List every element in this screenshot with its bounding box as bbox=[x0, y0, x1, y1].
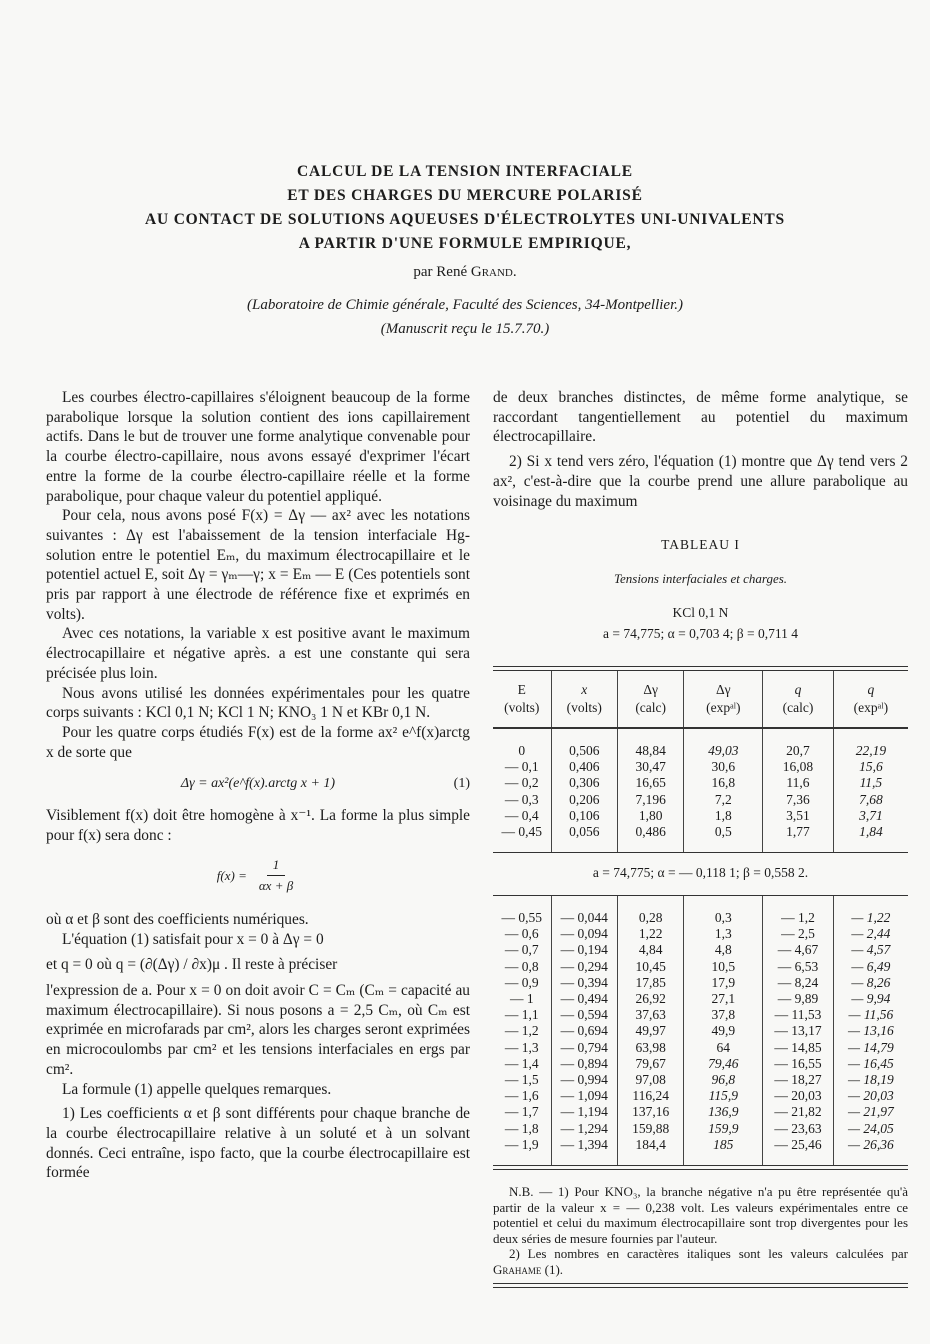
table-cell: 10,5 bbox=[684, 959, 763, 975]
equation-1-body: Δγ = ax²(e^f(x).arctg x + 1) bbox=[180, 776, 336, 792]
paragraph: Pour cela, nous avons posé F(x) = Δγ — ax² avec les notations suivantes : Δγ est l'abaissement de la tension interfaciale Hg-solution entre le potentiel Eₘ, du maximum électrocapillaire et le potentiel actuel E, soit Δγ = γₘ—γ; x = Eₘ — E (Ces potentiels sont pris par rapport à une électrode de référence fixe et exprimés en volts). bbox=[46, 507, 470, 623]
table-params-negative: a = 74,775; α = — 0,118 1; β = 0,558 2. bbox=[592, 865, 809, 881]
table-cell: 7,68 bbox=[833, 792, 908, 808]
column-header bbox=[551, 671, 617, 728]
table-cell: — 1 bbox=[509, 990, 534, 1006]
table-row bbox=[493, 975, 908, 991]
note-2-text: 2) Les nombres en caractères italiques sont les valeurs calculées par bbox=[509, 1246, 908, 1261]
table-row bbox=[493, 942, 908, 958]
table-cell: — 14,85 bbox=[763, 1040, 834, 1056]
table-cell: 0,056 bbox=[551, 824, 617, 852]
table-cell: — 21,97 bbox=[833, 1104, 908, 1120]
table-cell: 16,08 bbox=[763, 759, 834, 775]
table-cell: — 0,094 bbox=[551, 926, 617, 942]
data-table-1 bbox=[493, 671, 908, 852]
table-cell: 26,92 bbox=[617, 991, 683, 1007]
table-cell: — 18,19 bbox=[833, 1072, 908, 1088]
title-line: AU CONTACT DE SOLUTIONS AQUEUSES D'ÉLECTROLYTES UNI-UNIVALENTS bbox=[145, 211, 785, 228]
table-cell: 0,486 bbox=[617, 824, 683, 852]
table-cell: 0 bbox=[518, 743, 526, 759]
table-cell: — 0,2 bbox=[504, 775, 539, 791]
table-cell: — 0,994 bbox=[551, 1072, 617, 1088]
fraction bbox=[253, 855, 299, 895]
note-2 bbox=[493, 1246, 908, 1277]
table-cell: — 20,03 bbox=[833, 1088, 908, 1104]
table-cell: 97,08 bbox=[617, 1072, 683, 1088]
paragraph: Avec ces notations, la variable x est positive avant le maximum électrocapillaire et négative après. a est une constante qui sera précisée plus loin. bbox=[46, 625, 470, 682]
table-cell: — 0,1 bbox=[504, 759, 539, 775]
table-row bbox=[493, 1007, 908, 1023]
column-header-text: (volts) bbox=[566, 700, 602, 716]
table-row bbox=[493, 1121, 908, 1137]
table-cell: — 0,794 bbox=[551, 1040, 617, 1056]
table-cell: 11,6 bbox=[763, 775, 834, 791]
table-cell: — 1,22 bbox=[833, 896, 908, 926]
table-cell: 79,46 bbox=[684, 1056, 763, 1072]
article-header bbox=[0, 160, 930, 341]
table-cell: 4,84 bbox=[617, 942, 683, 958]
title-line: ET DES CHARGES DU MERCURE POLARISÉ bbox=[287, 187, 643, 204]
table-cell: 1,8 bbox=[684, 808, 763, 824]
table-cell: 30,47 bbox=[617, 759, 683, 775]
equation-1-number: (1) bbox=[453, 776, 470, 792]
table-bottom-rule bbox=[493, 1165, 908, 1170]
table-cell: 0,28 bbox=[617, 896, 683, 926]
table-row bbox=[493, 1056, 908, 1072]
table-cell: 22,19 bbox=[833, 728, 908, 759]
table-cell: 49,9 bbox=[684, 1023, 763, 1039]
table-cell: 17,85 bbox=[617, 975, 683, 991]
table-row bbox=[493, 991, 908, 1007]
table-cell: — 0,3 bbox=[504, 791, 539, 807]
paragraph: de deux branches distinctes, de même forme analytique, se raccordant tangentiellement au potentiel du maximum électrocapillaire. bbox=[493, 389, 908, 446]
table-row bbox=[493, 896, 908, 926]
table-cell: 116,24 bbox=[617, 1088, 683, 1104]
table-cell: — 0,4 bbox=[504, 807, 539, 823]
table-cell: — 1,7 bbox=[504, 1104, 539, 1120]
table-solution: KCl 0,1 N bbox=[672, 604, 729, 620]
affiliation bbox=[0, 293, 930, 341]
author-name: Grand. bbox=[470, 264, 517, 280]
column-header-text: (calc) bbox=[635, 700, 667, 716]
paragraph: Pour les quatre corps étudiés F(x) est de la forme ax² e^f(x)arctg x de sorte que bbox=[46, 723, 470, 761]
table-cell: — 24,05 bbox=[833, 1121, 908, 1137]
table-cell: — 4,57 bbox=[833, 942, 908, 958]
table-cell: — 0,894 bbox=[551, 1056, 617, 1072]
table-cell: — 16,45 bbox=[833, 1056, 908, 1072]
table-cell: — 0,7 bbox=[504, 942, 539, 958]
table-cell: 136,9 bbox=[684, 1104, 763, 1120]
table-cell: 4,8 bbox=[684, 942, 763, 958]
table-cell: — 8,24 bbox=[763, 975, 834, 991]
column-header-text: Δγ bbox=[715, 682, 731, 698]
table-cell: — 14,79 bbox=[833, 1040, 908, 1056]
table-cell: — 6,53 bbox=[763, 959, 834, 975]
fraction-numerator: 1 bbox=[267, 855, 286, 876]
table-row bbox=[493, 1023, 908, 1039]
table-row bbox=[493, 959, 908, 975]
table-cell: — 4,67 bbox=[763, 942, 834, 958]
paragraph: où α et β sont des coefficients numériques. bbox=[46, 910, 309, 928]
table-cell: — 26,36 bbox=[833, 1137, 908, 1165]
table-cell: 48,84 bbox=[617, 728, 683, 759]
table-cell: — 9,94 bbox=[833, 991, 908, 1007]
table-cell: — 0,044 bbox=[551, 896, 617, 926]
table-row bbox=[493, 1137, 908, 1165]
table-cell: — 11,56 bbox=[833, 1007, 908, 1023]
table-row bbox=[493, 1104, 908, 1120]
table-cell: 17,9 bbox=[684, 975, 763, 991]
note-1: N.B. — 1) Pour KNO₃, la branche négative n'a pu être représentée qu'à partir de la valeur x = — 0,238 volt. Les valeurs expérimentales entre ce potentiel et celui du maximum électrocapillaire sont trop divergentes pour les deux séries de mesure fournies par l'auteur. bbox=[493, 1184, 908, 1246]
column-header bbox=[493, 671, 551, 728]
table-cell: 1,22 bbox=[617, 926, 683, 942]
column-header-text: E bbox=[517, 682, 526, 698]
table-cell: 0,406 bbox=[551, 759, 617, 775]
table-cell: — 23,63 bbox=[763, 1121, 834, 1137]
table-cell: 1,80 bbox=[617, 808, 683, 824]
column-header bbox=[833, 671, 908, 728]
author-line bbox=[0, 264, 930, 281]
table-cell: 37,63 bbox=[617, 1007, 683, 1023]
table-cell: — 20,03 bbox=[763, 1088, 834, 1104]
table-cell: 0,3 bbox=[684, 896, 763, 926]
paragraph: 1) Les coefficients α et β sont différents pour chaque branche de la courbe électrocapillaire relative à un soluté et à un solvant donnés. Ceci entraîne, ispo facto, que la courbe électrocapillaire est formée bbox=[46, 1105, 470, 1182]
column-header bbox=[684, 671, 763, 728]
table-cell: 15,6 bbox=[833, 759, 908, 775]
table-row bbox=[493, 728, 908, 759]
table-body-negative bbox=[493, 896, 908, 1165]
table-cell: — 1,394 bbox=[551, 1137, 617, 1165]
table-cell: — 13,17 bbox=[763, 1023, 834, 1039]
table-notes bbox=[493, 1184, 908, 1277]
table-row bbox=[493, 775, 908, 791]
column-header-text: (expᵃˡ) bbox=[853, 700, 889, 716]
table-cell: 16,8 bbox=[684, 775, 763, 791]
table-cell: 3,51 bbox=[763, 808, 834, 824]
table-cell: — 0,45 bbox=[501, 824, 543, 840]
table-cell: 0,5 bbox=[684, 824, 763, 852]
table-cell: — 1,1 bbox=[504, 1007, 539, 1023]
column-header bbox=[617, 671, 683, 728]
author-prefix: par René bbox=[413, 264, 468, 280]
table-cell: — 0,194 bbox=[551, 942, 617, 958]
page-bottom-rule bbox=[493, 1283, 908, 1288]
paragraph: et q = 0 où q = (∂(Δγ) / ∂x)μ . Il reste à préciser bbox=[46, 956, 338, 974]
table-row bbox=[493, 1088, 908, 1104]
table-row bbox=[493, 1040, 908, 1056]
table-cell: 185 bbox=[684, 1137, 763, 1165]
article-title bbox=[0, 160, 930, 256]
table-cell: — 21,82 bbox=[763, 1104, 834, 1120]
table-row bbox=[493, 759, 908, 775]
column-header bbox=[763, 671, 834, 728]
affiliation-text: (Laboratoire de Chimie générale, Faculté des Sciences, 34-Montpellier.) bbox=[246, 297, 683, 313]
table-cell: 96,8 bbox=[684, 1072, 763, 1088]
table-cell: 37,8 bbox=[684, 1007, 763, 1023]
table-cell: 7,36 bbox=[763, 792, 834, 808]
table-row bbox=[493, 824, 908, 852]
table-cell: — 1,4 bbox=[504, 1055, 539, 1071]
table-cell: — 0,594 bbox=[551, 1007, 617, 1023]
column-header-text: (volts) bbox=[504, 700, 540, 716]
table-cell: — 1,194 bbox=[551, 1104, 617, 1120]
table-cell: 0,506 bbox=[551, 728, 617, 759]
table-cell: 159,9 bbox=[684, 1121, 763, 1137]
table-cell: — 13,16 bbox=[833, 1023, 908, 1039]
table-cell: — 1,9 bbox=[504, 1136, 539, 1152]
table-cell: — 0,55 bbox=[501, 909, 543, 925]
paragraph: Nous avons utilisé les données expérimentales pour les quatre corps suivants : KCl 0,1 N; KCl 1 N; KNO₃ 1 N et KBr 0,1 N. bbox=[46, 684, 470, 722]
note-2-author: Grahame (1). bbox=[493, 1261, 564, 1277]
table-cell: 7,196 bbox=[617, 792, 683, 808]
table-header-row bbox=[493, 671, 908, 728]
table-cell: — 0,694 bbox=[551, 1023, 617, 1039]
table-cell: — 1,294 bbox=[551, 1121, 617, 1137]
column-header-text: Δγ bbox=[643, 682, 658, 698]
table-cell: 10,45 bbox=[617, 959, 683, 975]
table-cell: — 0,494 bbox=[551, 991, 617, 1007]
table-cell: 30,6 bbox=[684, 759, 763, 775]
table-cell: 1,77 bbox=[763, 824, 834, 852]
table-cell: — 1,5 bbox=[504, 1071, 539, 1087]
manuscript-date: (Manuscrit reçu le 15.7.70.) bbox=[380, 321, 550, 337]
table-cell: — 1,094 bbox=[551, 1088, 617, 1104]
table-label: TABLEAU I bbox=[661, 537, 740, 553]
table-cell: — 18,27 bbox=[763, 1072, 834, 1088]
table-cell: — 1,8 bbox=[504, 1120, 539, 1136]
table-cell: 63,98 bbox=[617, 1040, 683, 1056]
table-cell: — 1,3 bbox=[504, 1039, 539, 1055]
title-line: CALCUL DE LA TENSION INTERFACIALE bbox=[297, 163, 633, 180]
table-cell: 0,306 bbox=[551, 775, 617, 791]
table-cell: — 1,2 bbox=[763, 896, 834, 926]
table-row bbox=[493, 792, 908, 808]
table-cell: — 0,8 bbox=[504, 958, 539, 974]
table-cell: — 1,6 bbox=[504, 1088, 539, 1104]
equation-f-of-x bbox=[46, 855, 470, 895]
paragraph: Les courbes électro-capillaires s'éloignent beaucoup de la forme parabolique lorsque la solution contient des ions capillairement actifs. Dans le but de trouver une forme analytique convenable pour la courbe électro-capillaire, nous avons essayé d'exprimer l'écart entre la forme de la courbe électro-capillaire réelle et la forme parabolique, pour chaque valeur du potentiel appliqué. bbox=[46, 389, 470, 505]
table-row bbox=[493, 808, 908, 824]
paragraph: L'équation (1) satisfait pour x = 0 à Δγ = 0 bbox=[62, 930, 324, 948]
table-subtitle: Tensions interfaciales et charges. bbox=[613, 570, 788, 586]
column-header-text: x bbox=[581, 682, 588, 698]
fraction-denominator: αx + β bbox=[258, 878, 294, 894]
table-cell: 64 bbox=[684, 1040, 763, 1056]
table-cell: — 16,55 bbox=[763, 1056, 834, 1072]
table-separator bbox=[493, 852, 908, 853]
table-cell: — 0,294 bbox=[551, 959, 617, 975]
table-row bbox=[493, 1072, 908, 1088]
table-cell: — 2,44 bbox=[833, 926, 908, 942]
table-cell: — 8,26 bbox=[833, 975, 908, 991]
table-cell: — 2,5 bbox=[763, 926, 834, 942]
table-cell: 7,2 bbox=[684, 792, 763, 808]
equation-lhs: f(x) = bbox=[216, 867, 247, 883]
table-cell: 11,5 bbox=[833, 775, 908, 791]
table-cell: 1,84 bbox=[833, 824, 908, 852]
table-cell: 49,97 bbox=[617, 1023, 683, 1039]
paragraph: 2) Si x tend vers zéro, l'équation (1) montre que Δγ tend vers 2 ax², c'est-à-dire que la courbe prend une allure parabolique au voisinage du maximum bbox=[493, 453, 908, 510]
table-row bbox=[493, 926, 908, 942]
table-cell: 115,9 bbox=[684, 1088, 763, 1104]
table-cell: 3,71 bbox=[833, 808, 908, 824]
column-header-text: q bbox=[794, 682, 802, 698]
table-cell: 0,106 bbox=[551, 808, 617, 824]
table-body-positive bbox=[493, 728, 908, 852]
table-cell: — 0,394 bbox=[551, 975, 617, 991]
table-cell: 20,7 bbox=[763, 728, 834, 759]
paragraph: La formule (1) appelle quelques remarques. bbox=[62, 1080, 332, 1098]
table-cell: 27,1 bbox=[684, 991, 763, 1007]
table-cell: 184,4 bbox=[617, 1137, 683, 1165]
paragraph: Visiblement f(x) doit être homogène à x⁻¹. La forme la plus simple pour f(x) sera donc : bbox=[46, 807, 470, 844]
table-cell: — 25,46 bbox=[763, 1137, 834, 1165]
table-cell: 49,03 bbox=[684, 728, 763, 759]
table-cell: 0,206 bbox=[551, 792, 617, 808]
column-header-text: (calc) bbox=[782, 700, 814, 716]
column-header-text: q bbox=[867, 682, 875, 698]
table-cell: 79,67 bbox=[617, 1056, 683, 1072]
table-cell: 159,88 bbox=[617, 1121, 683, 1137]
equation-1 bbox=[46, 774, 470, 794]
table-cell: — 0,6 bbox=[504, 926, 539, 942]
data-table-2 bbox=[493, 896, 908, 1165]
table-params-positive: a = 74,775; α = 0,703 4; β = 0,711 4 bbox=[603, 626, 798, 642]
right-column bbox=[493, 388, 908, 1288]
paragraph: l'expression de a. Pour x = 0 on doit avoir C = Cₘ (Cₘ = capacité au maximum électrocapillaire). Si nous posons a = 2,5 Cₘ, où Cₘ est exprimée en microfarads par cm², alors les charges seront exprimées en microcoulombs par cm² et les tensions interfaciales en ergs par cm². bbox=[46, 981, 470, 1078]
table-cell: 1,3 bbox=[684, 926, 763, 942]
table-cell: 137,16 bbox=[617, 1104, 683, 1120]
table-cell: — 6,49 bbox=[833, 959, 908, 975]
column-header-text: (expᵃˡ) bbox=[706, 700, 741, 716]
table-cell: — 0,9 bbox=[504, 974, 539, 990]
table-cell: — 11,53 bbox=[763, 1007, 834, 1023]
left-column bbox=[46, 388, 470, 1183]
table-cell: 16,65 bbox=[617, 775, 683, 791]
table-cell: — 1,2 bbox=[504, 1023, 539, 1039]
title-line: A PARTIR D'UNE FORMULE EMPIRIQUE, bbox=[298, 235, 632, 252]
table-cell: — 9,89 bbox=[763, 991, 834, 1007]
